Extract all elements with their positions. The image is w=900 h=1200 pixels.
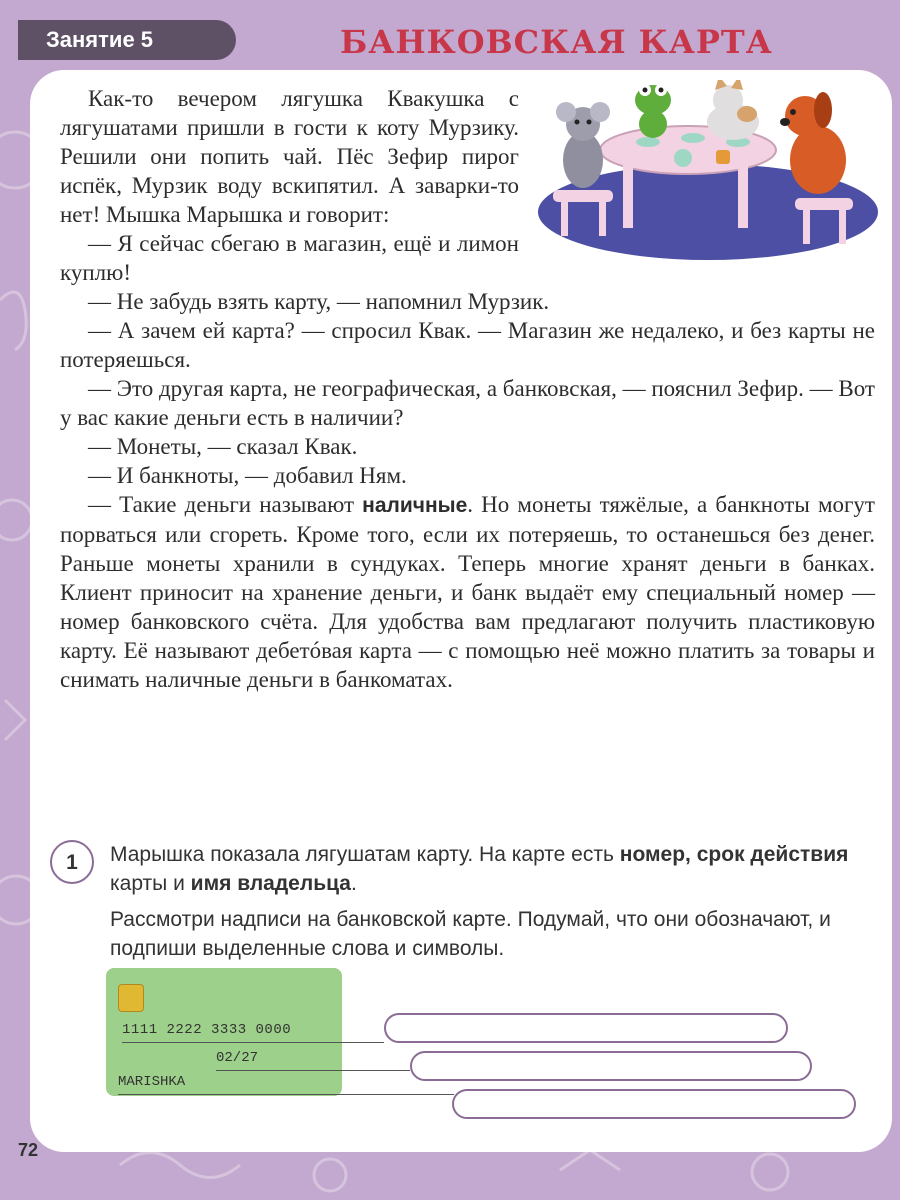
story-intro: Как-то вечером лягушка Квакушка с лягушатами пришли в гости к коту Мурзику. Решили они попить чай. Пёс Зефир пирог испёк, Мурзик воду вскипятил. А заварки-то нет! Мышка Марышка и говорит: xyxy=(60,86,519,227)
dialogue-text: . Но монеты тяжёлые, а банкноты могут порваться или сгореть. Кроме того, если их потеряешь, то останешься без денег. Раньше монеты хранили в сундуках. Теперь многие хранят деньги в банках. Клиент приносит на хранение деньги, и банк выдаёт ему специальный номер — номер банковского счёта. Для удобства вам предлагают получить пластиковую карту. Её называют дебетóвая карта — с помощью неё можно платить за товары и снимать наличные деньги в банкоматах. xyxy=(60,492,875,692)
task-paragraph xyxy=(110,840,880,898)
answer-field-number[interactable] xyxy=(384,1013,788,1043)
tea-party-illustration xyxy=(533,80,883,262)
task-number-badge: 1 xyxy=(50,840,94,884)
leader-line xyxy=(122,1042,384,1043)
dialogue-line: — Монеты, — сказал Квак. xyxy=(88,434,358,459)
dialogue-line: — Я сейчас сбегаю в магазин, ещё и лимон куплю! xyxy=(60,231,519,285)
bold-term: срок действия xyxy=(696,843,849,866)
bold-term: имя владельца xyxy=(190,872,351,895)
card-number: 1111 2222 3333 0000 xyxy=(122,1022,292,1038)
card-holder-name: MARISHKA xyxy=(118,1074,186,1090)
answer-field-name[interactable] xyxy=(452,1089,856,1119)
page-title: БАНКОВСКАЯ КАРТА xyxy=(340,23,773,61)
dialogue-line: — Это другая карта, не географическая, а банковская, — пояснил Зефир. — Вот у вас какие деньги есть в наличии? xyxy=(60,376,875,430)
task-text xyxy=(110,840,880,963)
answer-field-expiry[interactable] xyxy=(410,1051,812,1081)
task-1 xyxy=(50,840,880,970)
task-text-span: Марышка показала лягушатам карту. На карте есть xyxy=(110,843,620,866)
dialogue-line: — Не забудь взять карту, — напомнил Мурзик. xyxy=(88,289,550,314)
bold-term: номер, xyxy=(619,843,691,866)
card-chip-icon xyxy=(118,984,144,1012)
dialogue-line: — А зачем ей карта? — спросил Квак. — Магазин же недалеко, и без карты не потеряешься. xyxy=(60,318,875,372)
lesson-tab: Занятие 5 xyxy=(18,20,236,60)
card-expiry: 02/27 xyxy=(216,1050,259,1066)
dialogue-line: — И банкноты, — добавил Ням. xyxy=(88,463,407,488)
dialogue-text: — Такие деньги называют xyxy=(88,492,363,517)
story-text xyxy=(60,84,875,694)
bank-card xyxy=(106,968,342,1096)
dialogue-line-last xyxy=(60,490,875,694)
task-text-span: . xyxy=(350,872,357,895)
leader-line xyxy=(216,1070,410,1071)
task-paragraph: Рассмотри надписи на банковской карте. Подумай, что они обозначают, и подпиши выделенные слова и символы. xyxy=(110,908,831,960)
bold-term: наличные xyxy=(362,494,468,517)
leader-line xyxy=(118,1094,454,1095)
page-number: 72 xyxy=(18,1140,39,1160)
task-text-span: карты и xyxy=(110,872,191,895)
